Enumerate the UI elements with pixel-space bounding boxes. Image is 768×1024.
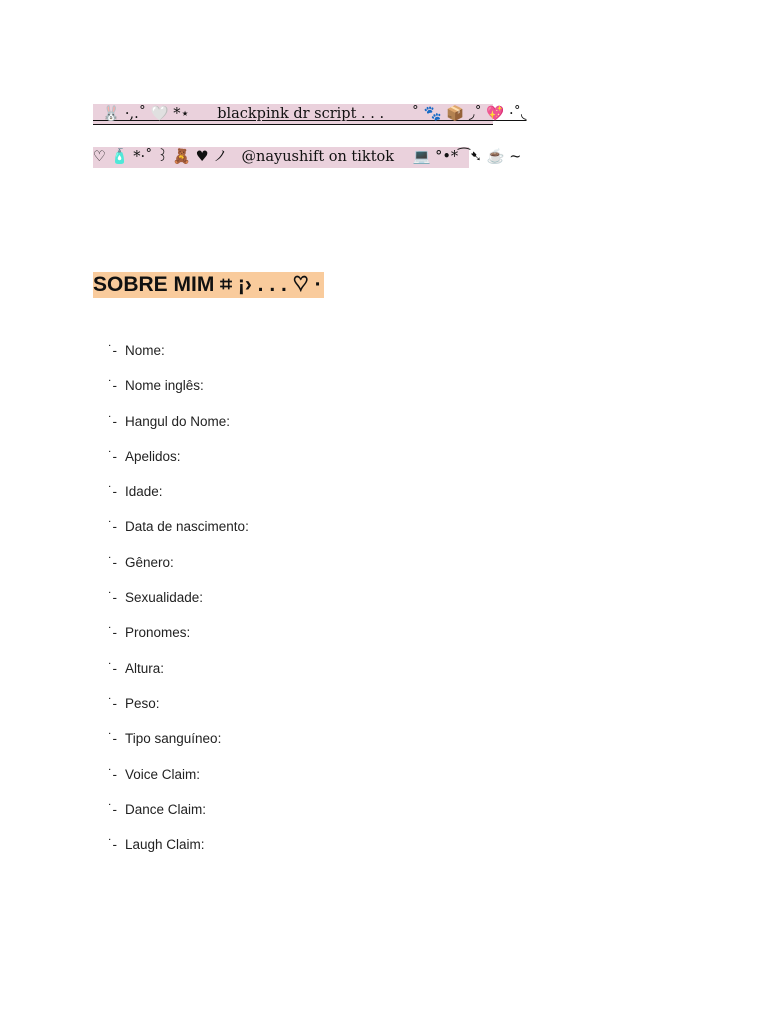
field-laugh-claim: [108, 836, 249, 871]
bullet-marker: ˙-: [108, 484, 117, 500]
field-label: Sexualidade:: [125, 590, 204, 606]
bullet-marker: ˙-: [108, 695, 117, 711]
field-label: Nome:: [125, 343, 165, 358]
field-dance-claim: [108, 801, 249, 836]
field-data-de-nascimento: [108, 518, 249, 553]
credit-banner: ♡ 🧴 *·˚ ꒱ 🧸 ♥ ノ @nayushift on tiktok 💻 °•*⁀➷ ☕ ~: [93, 147, 469, 168]
field-voice-claim: [108, 766, 249, 801]
bullet-marker: ˙-: [108, 801, 117, 817]
field-genero: [108, 554, 249, 589]
field-pronomes: [108, 624, 249, 659]
bullet-marker: ˙-: [108, 378, 117, 394]
field-hangul-do-nome: [108, 413, 249, 448]
field-label: Pronomes:: [125, 625, 191, 641]
field-label: Laugh Claim:: [125, 837, 205, 853]
bullet-marker: ˙-: [108, 413, 117, 429]
bullet-marker: ˙-: [108, 731, 117, 747]
section-heading-sobre-mim: SOBRE MIM ⌗ ¡› . . . ♡ ·: [93, 273, 322, 296]
field-peso: [108, 695, 249, 730]
bullet-marker: ˙-: [108, 837, 117, 853]
bullet-marker: ˙-: [108, 519, 117, 535]
field-sexualidade: [108, 589, 249, 624]
field-label: Gênero:: [125, 554, 174, 570]
profile-field-list: [108, 342, 249, 871]
field-label: Data de nascimento:: [125, 519, 249, 535]
field-tipo-sanguineo: [108, 730, 249, 765]
field-label: Voice Claim:: [125, 766, 201, 782]
bullet-marker: ˙-: [108, 660, 117, 676]
field-label: Idade:: [125, 484, 163, 500]
bullet-marker: ˙-: [108, 554, 117, 570]
field-label: Apelidos:: [125, 448, 181, 464]
field-apelidos: [108, 448, 249, 483]
field-label: Nome inglês:: [125, 378, 204, 394]
field-nome: [108, 342, 249, 377]
field-label: Hangul do Nome:: [125, 413, 231, 429]
script-title-banner: 🐰 ·,.˚ 🤍 *⋆ blackpink dr script . . . ˚ 🐾 📦 ◞˚ 💖 ·˚◟: [93, 104, 493, 125]
field-idade: [108, 483, 249, 518]
bullet-marker: ˙-: [108, 766, 117, 782]
bullet-marker: ˙-: [108, 625, 117, 641]
field-label: Altura:: [125, 660, 165, 676]
field-altura: [108, 660, 249, 695]
bullet-marker: ˙-: [108, 343, 117, 358]
bullet-marker: ˙-: [108, 448, 117, 464]
field-label: Dance Claim:: [125, 801, 207, 817]
field-label: Tipo sanguíneo:: [125, 731, 222, 747]
bullet-marker: ˙-: [108, 590, 117, 606]
field-nome-ingles: [108, 377, 249, 412]
field-label: Peso:: [125, 695, 160, 711]
